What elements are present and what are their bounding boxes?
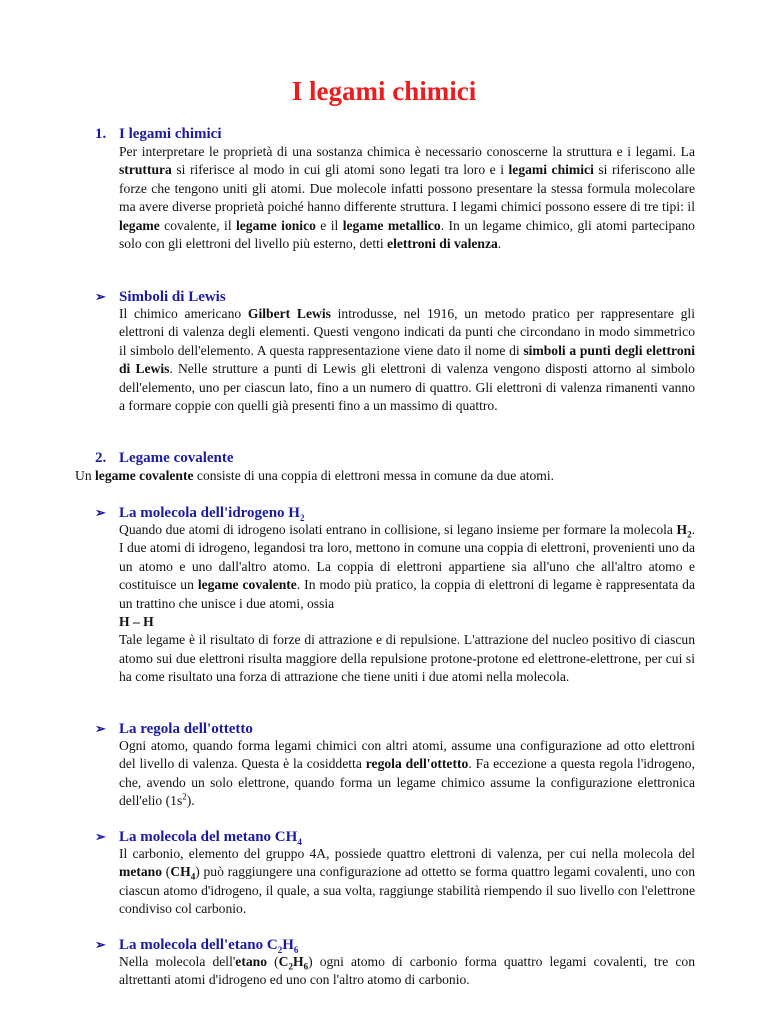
bullet-arrow-icon: ➢ bbox=[95, 721, 106, 736]
section-1-paragraph: Per interpretare le proprietà di una sostanza chimica è necessario conoscerne la struttura e i legami. La struttura si riferisce al modo in cui gli atomi sono legati tra loro e i legami chimici si riferiscono alle forze che tengono uniti gli atomi. Due molecole infatti possono presentare la stessa formula molecolare ma avere diverse proprietà poiché hanno differente struttura. I legami chimici possono essere di tre tipi: il legame covalente, il legame ionico e il legame metallico. In un legame chimico, gli atomi partecipano solo con gli elettroni del livello più esterno, detti elettroni di valenza. bbox=[119, 144, 695, 252]
lewis-paragraph: Il chimico americano Gilbert Lewis introdusse, nel 1916, un metodo pratico per rappresentare gli elettroni di valenza degli elementi. Questi vengono indicati da punti che circondano in modo simmetrico il simbolo dell'elemento. A questa rappresentazione viene dato il nome di simboli a punti degli elettroni di Lewis. Nelle strutture a punti di Lewis gli elettroni di valenza vengono disposti attorno al simbolo dell'elemento, uno per ciascun lato, fino a un numero di quattro. Gli elettroni di valenza rimanenti vanno a formare coppie con quelli già presenti fino a un massimo di quattro. bbox=[119, 306, 695, 414]
bullet-arrow-icon: ➢ bbox=[95, 289, 106, 304]
methane-heading: ➢ La molecola del metano $CH_4$ bbox=[95, 829, 302, 847]
bullet-arrow-icon: ➢ bbox=[95, 829, 106, 844]
ethane-paragraph: Nella molecola dell'etano $(C_2H_6)$ ogni atomo di carbonio forma quattro legami covalenti, tre con altrettanti atomi d'idrogeno ed uno con l'altro atomo di carbonio. bbox=[119, 954, 695, 988]
octet-rule-heading: ➢ La regola dell'ottetto bbox=[95, 721, 253, 737]
section-2-number: 2. bbox=[95, 450, 107, 466]
lewis-title: Simboli di Lewis bbox=[119, 289, 226, 305]
section-2-title: Legame covalente bbox=[119, 450, 234, 466]
page-title: I legami chimici bbox=[291, 76, 477, 106]
section-1-title: I legami chimici bbox=[119, 126, 222, 142]
bullet-arrow-icon: ➢ bbox=[95, 505, 106, 520]
h2-molecule-heading: ➢ La molecola dell'idrogeno $H_2$ bbox=[95, 505, 305, 523]
ethane-heading: ➢ La molecola dell'etano $C_2H_6$ bbox=[95, 937, 299, 955]
lewis-heading bbox=[95, 287, 226, 307]
h2-molecule-paragraph: Quando due atomi di idrogeno isolati entrano in collisione, si legano insieme per formare la molecola $H_2$. I due atomi di idrogeno, legandosi tra loro, mettono in comune una coppia di elettroni, provenienti uno da un atomo e uno dall'altro atomo. La coppia di elettroni appartiene sia all'uno che all'altro atomo e costituisce un legame covalente. In modo più pratico, la coppia di elettroni di legame è rappresentata da un trattino che unisce i due atomi, ossia H – H Tale legame è il risultato di forze di attrazione e di repulsione. L'attrazione del nucleo positivo di ciascun atomo sui due elettroni risulta maggiore della repulsione protone-protone ed elettrone-elettrone, per cui si ha come risultato una forza di attrazione che tiene uniti i due atomi nella molecola. bbox=[119, 522, 696, 685]
bullet-arrow-icon: ➢ bbox=[95, 937, 106, 952]
section-1-heading bbox=[95, 125, 221, 144]
section-2-intro: Un legame covalente consiste di una coppia di elettroni messa in comune da due atomi. bbox=[75, 468, 555, 483]
section-2-heading bbox=[95, 449, 234, 468]
methane-paragraph: Il carbonio, elemento del gruppo 4A, possiede quattro elettroni di valenza, per cui nella molecola del metano $(CH_4)$ può raggiungere una configurazione ad ottetto se forma quattro legami covalenti, uno con ciascun atomo d'idrogeno, il quale, a sua volta, raggiunge stabilità riempendo il suo livello con l'elettrone condiviso col carbonio. bbox=[119, 846, 695, 917]
section-1-number: 1. bbox=[95, 126, 107, 142]
octet-rule-paragraph: Ogni atomo, quando forma legami chimici con altri atomi, assume una configurazione ad otto elettroni del livello di valenza. Questa è la cosiddetta regola dell'ottetto. Fa eccezione a questa regola l'idrogeno, che, avendo un solo elettrone, quando forma un legame chimico assume la configurazione elettronica dell'elio $(1s^2)$. bbox=[119, 738, 695, 809]
